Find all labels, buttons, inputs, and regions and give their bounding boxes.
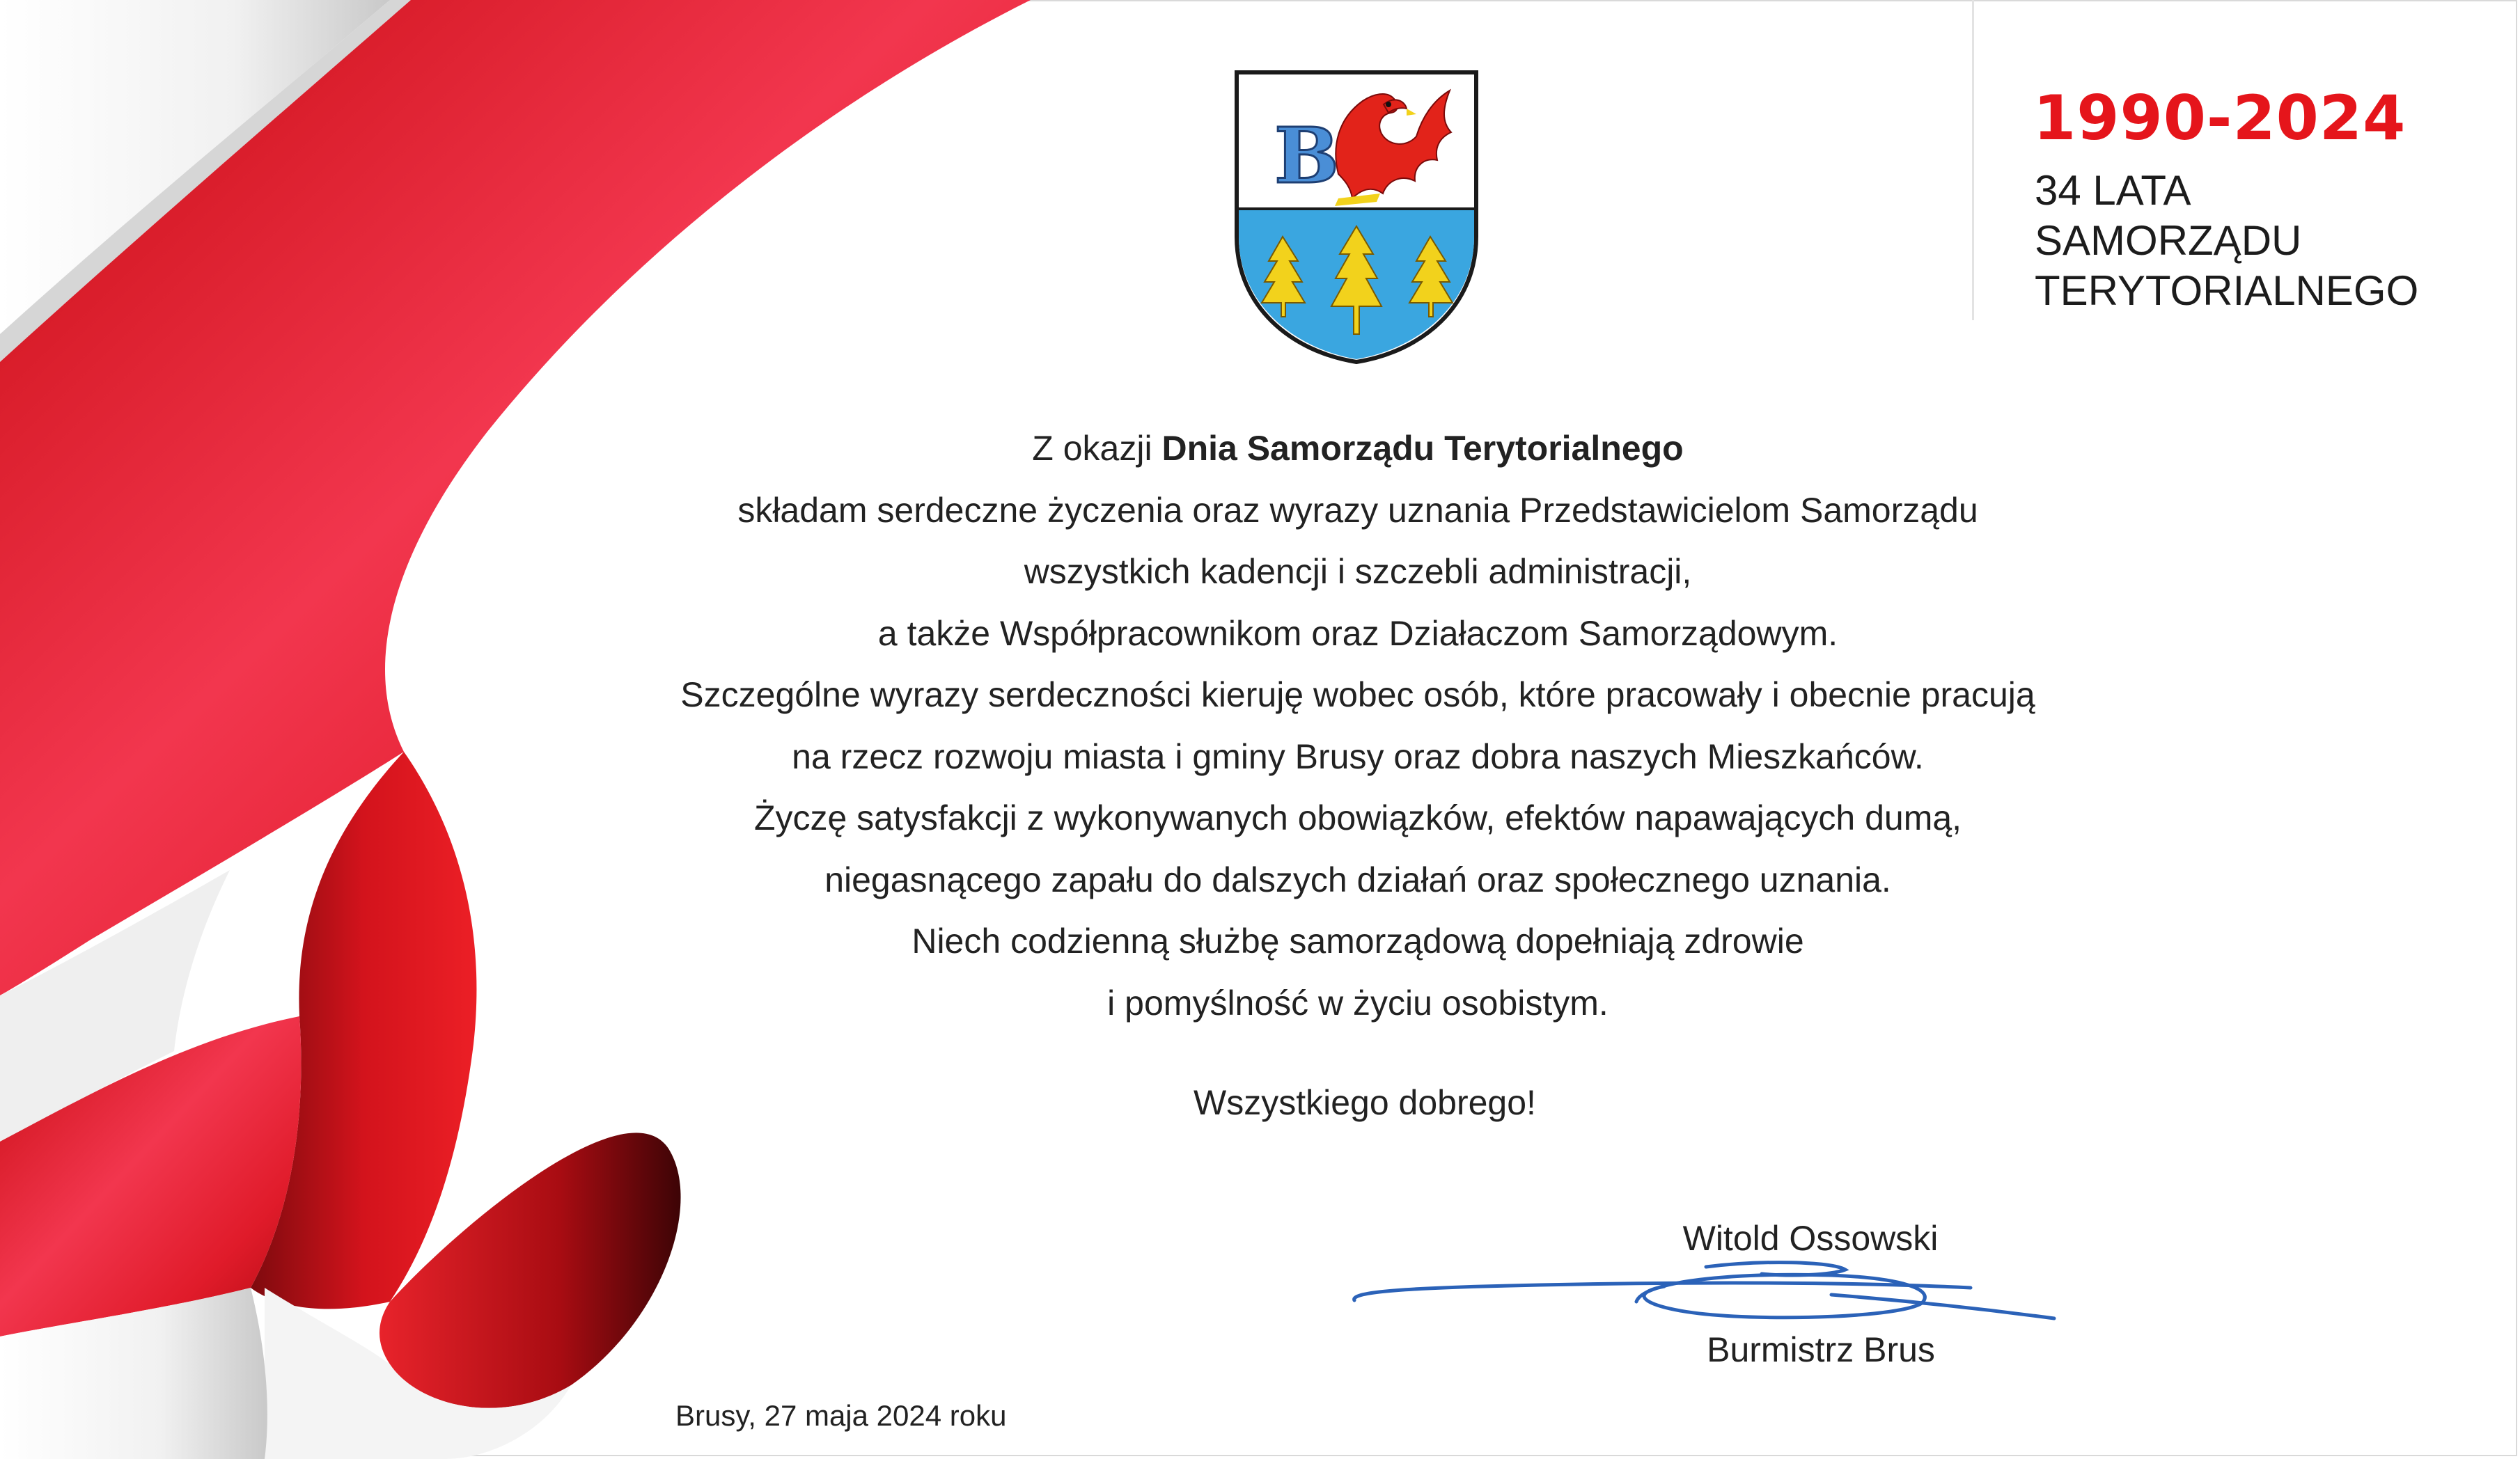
letter-line: a także Współpracownikom oraz Działaczom Samorządowym. — [877, 613, 1838, 653]
letter-closing: Wszystkiego dobrego! — [1194, 1083, 1536, 1122]
letter-line: wszystkich kadencji i szczebli administracji, — [1024, 552, 1692, 591]
letter-intro-prefix: Z okazji — [1032, 429, 1162, 468]
anniversary-caption — [2035, 166, 2418, 316]
header-divider — [1972, 0, 1974, 320]
anniversary-line: 34 LATA — [2035, 167, 2191, 214]
anniversary-line: SAMORZĄDU — [2035, 217, 2302, 264]
letter-line: składam serdeczne życzenia oraz wyrazy uznania Przedstawicielom Samorządu — [737, 490, 1978, 530]
letter-intro-occasion: Dnia Samorządu Terytorialnego — [1161, 429, 1684, 468]
coat-of-arms-icon — [1234, 70, 1479, 365]
letter-line: Życzę satysfakcji z wykonywanych obowiązków, efektów napawających dumą, — [753, 798, 1962, 837]
crest-letter: B — [1274, 111, 1339, 200]
letter-line: i pomyślność w życiu osobistym. — [1107, 983, 1609, 1023]
letter-line: niegasnącego zapału do dalszych działań oraz społecznego uznania. — [824, 860, 1891, 899]
signer-role: Burmistrz Brus — [1707, 1330, 1935, 1369]
letter-intro — [432, 418, 2284, 480]
anniversary-line: TERYTORIALNEGO — [2035, 267, 2419, 314]
letter-line: Szczególne wyrazy serdeczności kieruję wobec osób, które pracowały i obecnie pracują — [680, 675, 2035, 714]
signer-name: Witold Ossowski — [1682, 1219, 1939, 1258]
place-and-date: Brusy, 27 maja 2024 roku — [675, 1399, 1007, 1432]
letter-body — [432, 418, 2284, 1034]
signature-icon — [1344, 1246, 2061, 1343]
letter-line: na rzecz rozwoju miasta i gminy Brusy oraz dobra naszych Mieszkańców. — [792, 736, 1924, 776]
anniversary-years: 1990-2024 — [2033, 82, 2406, 154]
letter-line: Niech codzienną służbę samorządową dopełniają zdrowie — [911, 922, 1804, 961]
